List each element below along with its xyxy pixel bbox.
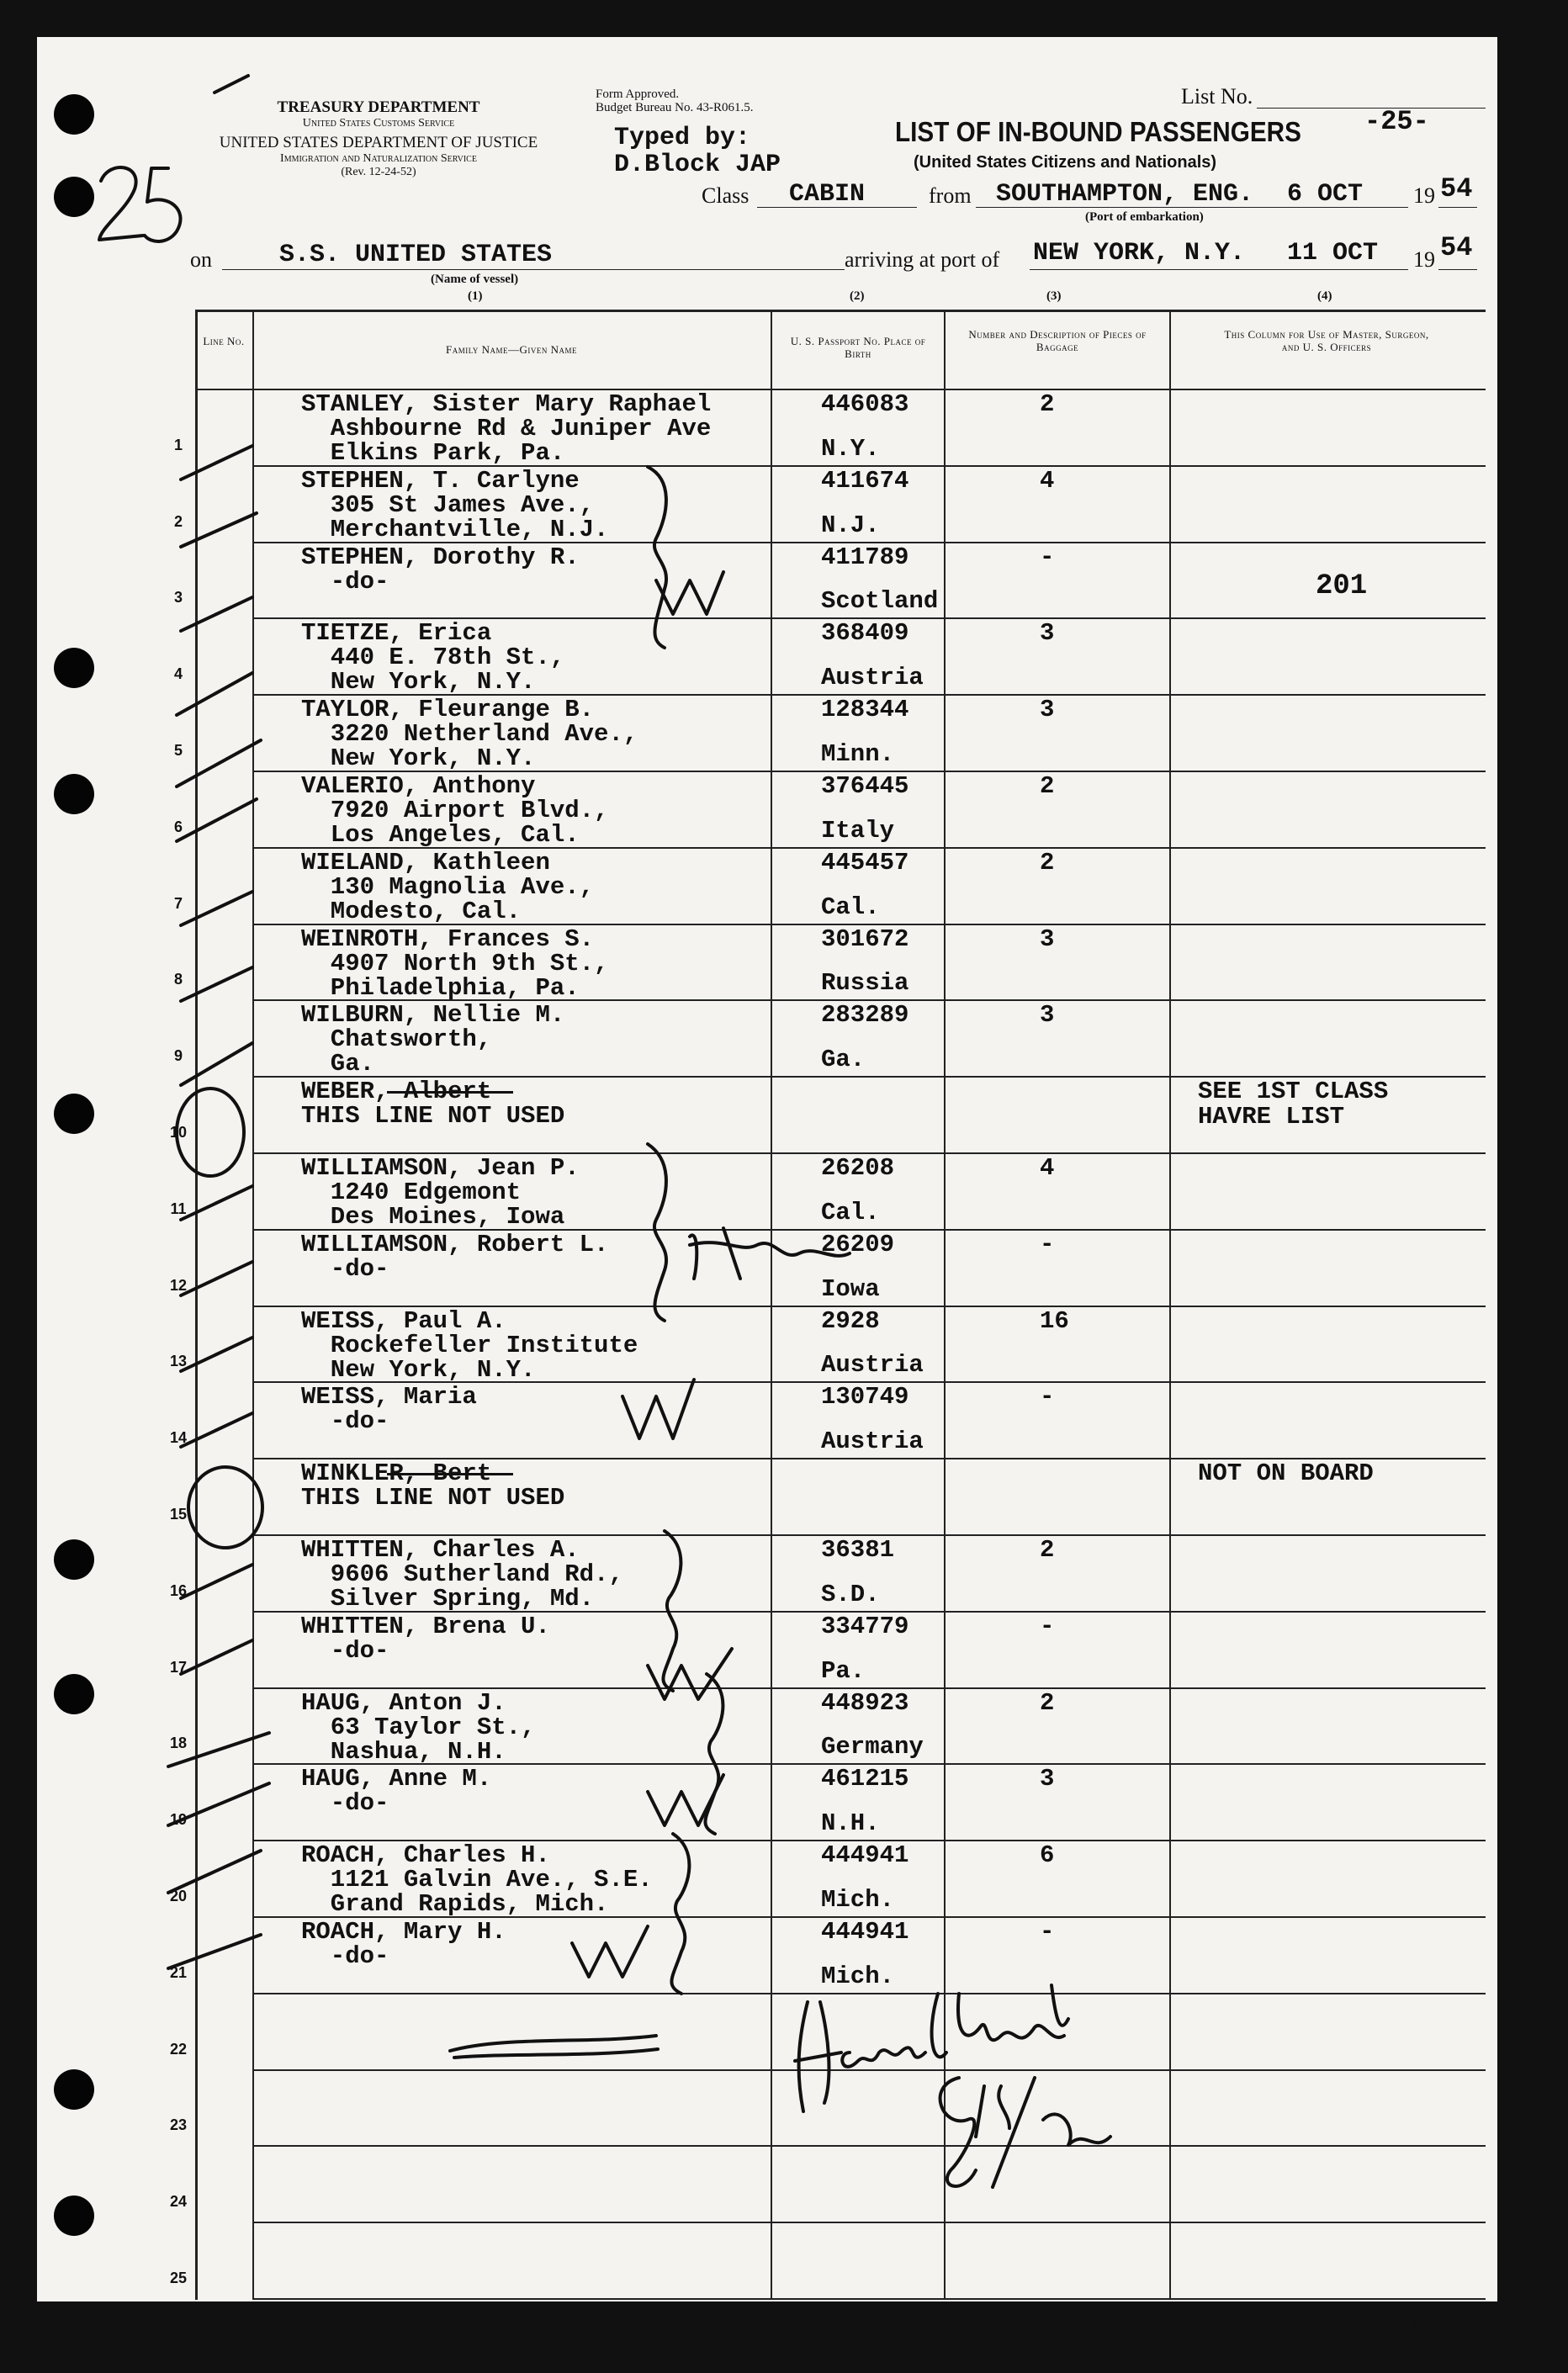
year-2: 54 — [1440, 232, 1473, 263]
passenger-name: HAUG, Anne M. — [301, 1765, 492, 1793]
line-number: 7 — [173, 894, 183, 912]
passenger-address-line: Chatsworth, — [301, 1025, 492, 1054]
baggage-count: 16 — [1040, 1306, 1069, 1335]
year-prefix-2: 19 — [1413, 247, 1435, 272]
place-of-birth: Minn. — [821, 740, 895, 768]
line-number: 1 — [173, 436, 183, 453]
list-no-value: -25- — [1364, 106, 1429, 137]
passenger-name: WEINROTH, Frances S. — [301, 924, 595, 953]
passenger-address-line: 7920 Airport Blvd., — [301, 797, 609, 824]
budget-label: Budget Bureau No. 43-R061.5. — [596, 101, 754, 114]
place-of-birth: Russia — [821, 969, 909, 998]
baggage-count: 3 — [1040, 619, 1055, 648]
passenger-address-line: 305 St James Ave., — [301, 490, 595, 519]
passport-number: 445457 — [821, 848, 909, 877]
passenger-address-line: Grand Rapids, Mich. — [301, 1890, 609, 1919]
passenger-name: ROACH, Charles H. — [301, 1841, 550, 1870]
officer-note: SEE 1ST CLASS HAVRE LIST — [1198, 1078, 1389, 1131]
baggage-count: - — [1040, 1383, 1055, 1412]
initials — [940, 2078, 1110, 2187]
passenger-address-line: -do- — [301, 1636, 389, 1665]
passenger-address-line: Modesto, Cal. — [301, 897, 522, 925]
baggage-count: 2 — [1040, 1536, 1055, 1564]
passenger-address-line: 1240 Edgemont — [301, 1179, 522, 1206]
passenger-address-line: Merchantville, N.J. — [301, 515, 609, 543]
line-number: 3 — [173, 589, 183, 606]
wife-mark — [622, 1380, 694, 1438]
immigration-label: Immigration and Naturalization Service — [280, 152, 477, 166]
baggage-count: 3 — [1040, 1765, 1055, 1793]
passenger-address-line: Nashua, N.H. — [301, 1737, 506, 1766]
place-of-birth: Mich. — [821, 1886, 895, 1914]
passenger-name: WILLIAMSON, Robert L. — [301, 1230, 609, 1258]
place-of-birth: Ga. — [821, 1046, 866, 1074]
passenger-address-line: Los Angeles, Cal. — [301, 821, 580, 849]
passenger-address-line: Ashbourne Rd & Juniper Ave — [301, 415, 712, 442]
passenger-address-line: 130 Magnolia Ave., — [301, 872, 595, 901]
line-number: 16 — [169, 1581, 188, 1599]
passenger-address-line: Silver Spring, Md. — [301, 1585, 595, 1613]
wife-mark — [648, 1775, 723, 1825]
passenger-address-line: 4907 North 9th St., — [301, 949, 609, 977]
justice-label: UNITED STATES DEPARTMENT OF JUSTICE — [219, 134, 538, 152]
passenger-name: WILBURN, Nellie M. — [301, 1001, 565, 1030]
passenger-address-line: New York, N.Y. — [301, 668, 536, 697]
passenger-address-line: -do- — [301, 567, 389, 596]
passport-number: 448923 — [821, 1688, 909, 1717]
passport-number: 446083 — [821, 390, 909, 418]
place-of-birth: N.H. — [821, 1809, 880, 1838]
baggage-count: - — [1040, 1612, 1055, 1640]
passenger-name: WHITTEN, Brena U. — [301, 1612, 550, 1640]
passenger-address-line: Elkins Park, Pa. — [301, 439, 565, 467]
passenger-address-line: 9606 Sutherland Rd., — [301, 1560, 623, 1588]
baggage-count: 2 — [1040, 772, 1055, 800]
passport-number: 368409 — [821, 619, 909, 648]
line-number: 13 — [169, 1353, 188, 1370]
baggage-count: 2 — [1040, 848, 1055, 877]
place-of-birth: Austria — [821, 1428, 924, 1456]
column-number-3: (3) — [1046, 289, 1062, 303]
passenger-name: TIETZE, Erica — [301, 619, 492, 648]
column-header-baggage: Number and Description of Pieces of Baggage — [968, 328, 1147, 353]
passport-number: 461215 — [821, 1765, 909, 1793]
year-1: 54 — [1440, 173, 1473, 204]
line-number: 25 — [169, 2270, 188, 2286]
place-of-birth: Mich. — [821, 1962, 895, 1990]
wife-mark — [572, 1926, 648, 1977]
passport-number: 334779 — [821, 1612, 909, 1640]
passenger-name: WILLIAMSON, Jean P. — [301, 1154, 580, 1182]
from-label: from — [929, 183, 972, 208]
line-number: 17 — [169, 1658, 188, 1676]
passenger-name: STANLEY, Sister Mary Raphael — [301, 390, 712, 418]
baggage-count: 4 — [1040, 466, 1055, 495]
column-number-1: (1) — [468, 289, 483, 303]
passport-number: 26208 — [821, 1154, 895, 1182]
passenger-address-line: Rockefeller Institute — [301, 1331, 638, 1359]
passport-number: 301672 — [821, 924, 909, 953]
treasury-label: TREASURY DEPARTMENT — [277, 98, 480, 116]
line-number: 21 — [169, 1963, 188, 1981]
vessel-label: (Name of vessel) — [431, 273, 519, 286]
form-title: LIST OF IN-BOUND PASSENGERS — [895, 116, 1301, 147]
place-of-birth: S.D. — [821, 1580, 880, 1608]
customs-label: United States Customs Service — [302, 116, 455, 130]
line-number: 8 — [173, 971, 183, 988]
line-number: 5 — [173, 742, 183, 759]
line-number: 19 — [169, 1811, 188, 1829]
line-number: 18 — [169, 1735, 188, 1752]
passenger-name: STEPHEN, Dorothy R. — [301, 543, 580, 571]
line-number: 22 — [169, 2040, 188, 2058]
passenger-address-line: -do- — [301, 1942, 389, 1970]
form-subtitle: (United States Citizens and Nationals) — [914, 153, 1217, 172]
officer-note: NOT ON BOARD — [1198, 1459, 1374, 1488]
line-10-circle — [177, 1089, 244, 1176]
passenger-address-line: THIS LINE NOT USED — [301, 1484, 565, 1512]
typist-name: D.Block JAP — [614, 151, 781, 179]
place-of-birth: Italy — [821, 816, 895, 845]
revision-label: (Rev. 12-24-52) — [341, 165, 416, 178]
arriving-label: arriving at port of — [845, 247, 1000, 272]
place-of-birth: Cal. — [821, 893, 880, 921]
passenger-name: WEISS, Maria — [301, 1383, 477, 1412]
place-of-birth: Scotland — [821, 587, 939, 616]
passenger-address-line: 1121 Galvin Ave., S.E. — [301, 1866, 653, 1894]
passenger-address-line: THIS LINE NOT USED — [301, 1102, 565, 1131]
passenger-address-line: Ga. — [301, 1050, 375, 1078]
on-label: on — [190, 247, 212, 272]
passenger-name: WEISS, Paul A. — [301, 1306, 506, 1335]
passport-number: 130749 — [821, 1383, 909, 1412]
line-number: 4 — [173, 665, 183, 683]
line-number: 9 — [173, 1047, 183, 1065]
passport-number: 411789 — [821, 543, 909, 571]
typed-by-label: Typed by: — [614, 124, 751, 152]
passenger-address-line: -do- — [301, 1407, 389, 1436]
line-number: 15 — [169, 1506, 188, 1523]
brother-mark — [690, 1228, 850, 1279]
passenger-address-line: New York, N.Y. — [301, 1355, 536, 1384]
line-number: 11 — [170, 1200, 187, 1217]
passenger-name: TAYLOR, Fleurange B. — [301, 696, 595, 724]
place-of-birth: Austria — [821, 1351, 924, 1380]
passport-number: 128344 — [821, 696, 909, 724]
passport-number: 444941 — [821, 1918, 909, 1946]
passport-number: 283289 — [821, 1001, 909, 1030]
passport-number: 2928 — [821, 1306, 880, 1335]
baggage-count: 2 — [1040, 1688, 1055, 1717]
passenger-address-line: Philadelphia, Pa. — [301, 973, 580, 1002]
passenger-address-line: -do- — [301, 1789, 389, 1818]
column-header-officers: This Column for Use of Master, Surgeon, and U. S. Officers — [1224, 328, 1429, 353]
passport-number: 36381 — [821, 1536, 895, 1564]
passenger-name: WIELAND, Kathleen — [301, 848, 550, 877]
baggage-count: - — [1040, 1230, 1055, 1258]
passport-number: 444941 — [821, 1841, 909, 1870]
from-value: SOUTHAMPTON, ENG. — [996, 180, 1254, 209]
column-header-passport: U. S. Passport No. Place of Birth — [790, 335, 926, 360]
passenger-address-line: 3220 Netherland Ave., — [301, 720, 638, 749]
year-prefix-1: 19 — [1413, 183, 1435, 208]
line-number: 10 — [169, 1124, 188, 1141]
arrival-port: NEW YORK, N.Y. — [1033, 239, 1246, 267]
place-of-birth: Germany — [821, 1733, 924, 1761]
baggage-count: 6 — [1040, 1841, 1055, 1870]
place-of-birth: N.Y. — [821, 434, 880, 463]
baggage-count: - — [1040, 543, 1055, 571]
officer-note: 201 — [1316, 569, 1368, 602]
passenger-name: WHITTEN, Charles A. — [301, 1536, 580, 1564]
passenger-name: ROACH, Mary H. — [301, 1918, 506, 1946]
column-number-4: (4) — [1317, 289, 1332, 303]
passenger-address-line: -do- — [301, 1254, 389, 1283]
column-header-name: Family Name—Given Name — [446, 343, 577, 356]
place-of-birth: Pa. — [821, 1656, 866, 1685]
passenger-address-line: 63 Taylor St., — [301, 1713, 536, 1741]
column-header-line-no: Line No. — [203, 335, 245, 347]
line-number: 24 — [169, 2193, 188, 2211]
passport-number: 26209 — [821, 1230, 895, 1258]
form-approved-label: Form Approved. — [596, 87, 680, 101]
line-number: 14 — [169, 1429, 188, 1447]
place-of-birth: Iowa — [821, 1274, 880, 1303]
line-number: 20 — [169, 1888, 188, 1904]
port-embark-label: (Port of embarkation) — [1085, 210, 1204, 224]
passenger-name: HAUG, Anton J. — [301, 1688, 506, 1717]
place-of-birth: Cal. — [821, 1198, 880, 1226]
baggage-count: 3 — [1040, 696, 1055, 724]
vessel-name: S.S. UNITED STATES — [279, 241, 553, 269]
passenger-name: STEPHEN, T. Carlyne — [301, 466, 580, 495]
passenger-name: WEBER, Albert — [301, 1078, 492, 1106]
arrival-date: 11 OCT — [1287, 239, 1379, 267]
passport-number: 376445 — [821, 772, 909, 800]
line-number: 2 — [173, 512, 183, 530]
list-no-label: List No. — [1181, 84, 1253, 109]
line-15-circle — [188, 1467, 262, 1548]
passenger-name: VALERIO, Anthony — [301, 772, 536, 800]
baggage-count: - — [1040, 1918, 1055, 1946]
passport-number: 411674 — [821, 466, 909, 495]
place-of-birth: N.J. — [821, 511, 880, 539]
from-date: 6 OCT — [1287, 180, 1364, 209]
passenger-address-line: New York, N.Y. — [301, 744, 536, 773]
form-code: 80079 — [1412, 2318, 1443, 2330]
baggage-count: 2 — [1040, 390, 1055, 418]
baggage-count: 3 — [1040, 1001, 1055, 1030]
line-number: 23 — [169, 2116, 188, 2134]
column-number-2: (2) — [850, 289, 865, 303]
passenger-address-line: 440 E. 78th St., — [301, 644, 565, 672]
class-label: Class — [702, 183, 750, 208]
passenger-name: WINKLER, Bert — [301, 1459, 492, 1488]
baggage-count: 4 — [1040, 1154, 1055, 1182]
passenger-address-line: Des Moines, Iowa — [301, 1203, 565, 1231]
place-of-birth: Austria — [821, 664, 924, 692]
line-number: 6 — [173, 818, 183, 835]
class-value: CABIN — [789, 180, 866, 209]
baggage-count: 3 — [1040, 924, 1055, 953]
line-number: 12 — [169, 1276, 188, 1294]
hand-number-mark — [99, 167, 143, 240]
